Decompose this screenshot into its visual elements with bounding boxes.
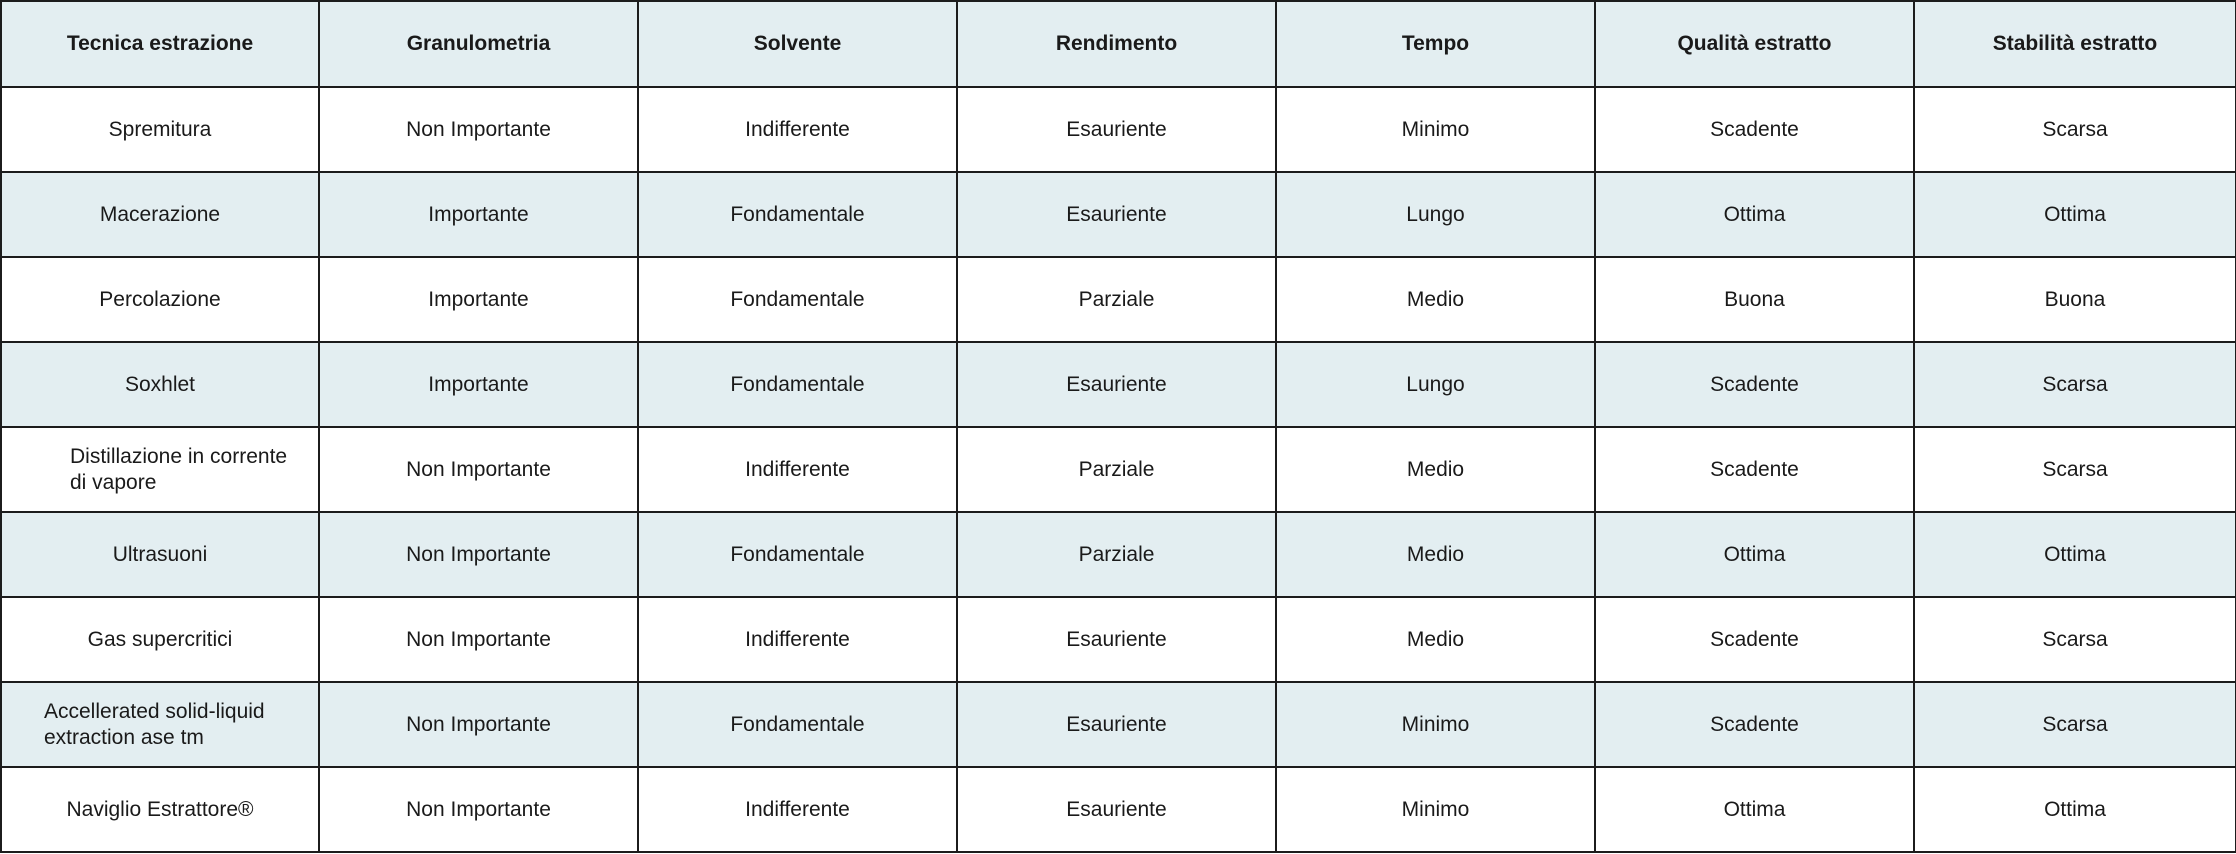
cell-granulometria: Non Importante [319, 512, 638, 597]
cell-qualita: Scadente [1595, 682, 1914, 767]
cell-tempo: Medio [1276, 427, 1595, 512]
header-qualita: Qualità estratto [1595, 1, 1914, 87]
cell-granulometria: Importante [319, 257, 638, 342]
cell-tempo: Medio [1276, 597, 1595, 682]
cell-solvente: Indifferente [638, 597, 957, 682]
cell-solvente: Fondamentale [638, 342, 957, 427]
table-row [1, 512, 2236, 597]
cell-stabilita: Scarsa [1914, 342, 2236, 427]
cell-tempo: Minimo [1276, 87, 1595, 172]
table-row [1, 342, 2236, 427]
header-tempo: Tempo [1276, 1, 1595, 87]
cell-tempo: Minimo [1276, 682, 1595, 767]
cell-granulometria: Non Importante [319, 597, 638, 682]
cell-stabilita: Scarsa [1914, 87, 2236, 172]
cell-tempo: Medio [1276, 512, 1595, 597]
cell-stabilita: Ottima [1914, 767, 2236, 852]
cell-rendimento: Parziale [957, 257, 1276, 342]
cell-rendimento: Parziale [957, 512, 1276, 597]
table-row [1, 767, 2236, 852]
table-row [1, 87, 2236, 172]
cell-tempo: Lungo [1276, 172, 1595, 257]
header-stabilita: Stabilità estratto [1914, 1, 2236, 87]
cell-qualita: Scadente [1595, 597, 1914, 682]
cell-tempo: Lungo [1276, 342, 1595, 427]
cell-solvente: Indifferente [638, 767, 957, 852]
cell-granulometria: Non Importante [319, 87, 638, 172]
cell-tecnica: Gas supercritici [1, 597, 319, 682]
cell-solvente: Indifferente [638, 87, 957, 172]
cell-tempo: Medio [1276, 257, 1595, 342]
header-solvente: Solvente [638, 1, 957, 87]
table-row [1, 172, 2236, 257]
cell-tecnica: Accellerated solid-liquid extraction ase tm [1, 682, 319, 767]
cell-stabilita: Scarsa [1914, 682, 2236, 767]
cell-tempo: Minimo [1276, 767, 1595, 852]
cell-tecnica: Spremitura [1, 87, 319, 172]
cell-stabilita: Ottima [1914, 172, 2236, 257]
cell-solvente: Fondamentale [638, 257, 957, 342]
cell-solvente: Indifferente [638, 427, 957, 512]
cell-rendimento: Parziale [957, 427, 1276, 512]
cell-granulometria: Non Importante [319, 682, 638, 767]
table-row [1, 427, 2236, 512]
cell-granulometria: Non Importante [319, 767, 638, 852]
cell-solvente: Fondamentale [638, 512, 957, 597]
cell-rendimento: Esauriente [957, 767, 1276, 852]
table-row [1, 257, 2236, 342]
cell-rendimento: Esauriente [957, 597, 1276, 682]
cell-granulometria: Importante [319, 172, 638, 257]
header-rendimento: Rendimento [957, 1, 1276, 87]
header-tecnica: Tecnica estrazione [1, 1, 319, 87]
cell-qualita: Scadente [1595, 342, 1914, 427]
cell-tecnica: Ultrasuoni [1, 512, 319, 597]
table-row [1, 682, 2236, 767]
header-granulometria: Granulometria [319, 1, 638, 87]
cell-qualita: Ottima [1595, 512, 1914, 597]
cell-tecnica: Macerazione [1, 172, 319, 257]
cell-tecnica: Naviglio Estrattore® [1, 767, 319, 852]
cell-granulometria: Importante [319, 342, 638, 427]
cell-tecnica: Distillazione in corrente di vapore [1, 427, 319, 512]
cell-stabilita: Ottima [1914, 512, 2236, 597]
cell-tecnica: Percolazione [1, 257, 319, 342]
cell-qualita: Buona [1595, 257, 1914, 342]
cell-granulometria: Non Importante [319, 427, 638, 512]
cell-rendimento: Esauriente [957, 342, 1276, 427]
table-header-row [1, 1, 2236, 87]
cell-qualita: Scadente [1595, 427, 1914, 512]
cell-solvente: Fondamentale [638, 682, 957, 767]
cell-stabilita: Buona [1914, 257, 2236, 342]
table-row [1, 597, 2236, 682]
cell-qualita: Ottima [1595, 172, 1914, 257]
cell-stabilita: Scarsa [1914, 597, 2236, 682]
cell-rendimento: Esauriente [957, 87, 1276, 172]
cell-qualita: Ottima [1595, 767, 1914, 852]
cell-qualita: Scadente [1595, 87, 1914, 172]
cell-solvente: Fondamentale [638, 172, 957, 257]
cell-tecnica: Soxhlet [1, 342, 319, 427]
cell-stabilita: Scarsa [1914, 427, 2236, 512]
cell-rendimento: Esauriente [957, 682, 1276, 767]
cell-rendimento: Esauriente [957, 172, 1276, 257]
